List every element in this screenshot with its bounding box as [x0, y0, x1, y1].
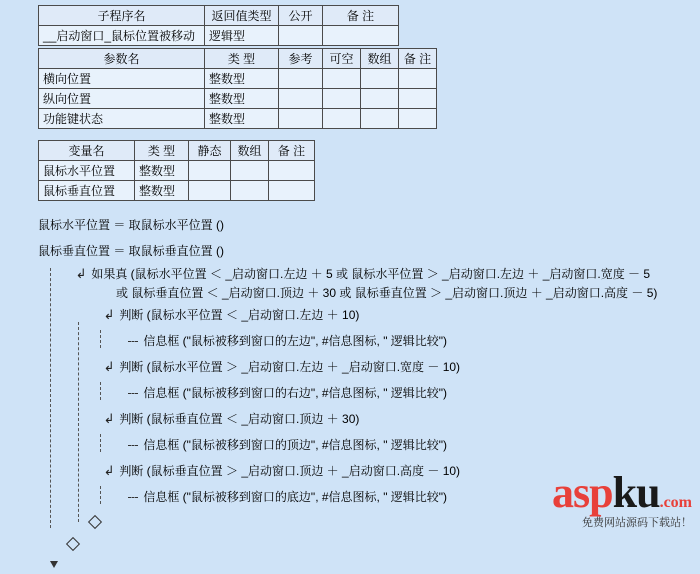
code-text: 判断 (鼠标垂直位置 ＜ _启动窗口.顶边 ＋ 30): [119, 412, 360, 426]
cell-remark[interactable]: [323, 26, 399, 46]
cell-param-remark[interactable]: [399, 69, 437, 89]
cell-var-name[interactable]: 鼠标水平位置: [39, 161, 135, 181]
watermark-asp-text: asp: [552, 468, 613, 517]
code-text: 信息框 ("鼠标被移到窗口的右边", #信息图标, " 逻辑比较"): [143, 386, 448, 400]
flow-connector-icon: [128, 445, 138, 446]
code-line-end-if[interactable]: [38, 532, 678, 554]
procedure-definition-table[interactable]: [38, 5, 399, 46]
cell-param-type[interactable]: 整数型: [205, 69, 279, 89]
flow-end-diamond-icon: [88, 515, 102, 529]
cell-param-nullable[interactable]: [323, 109, 361, 129]
flow-branch-icon: ↳: [75, 266, 87, 281]
code-text: 信息框 ("鼠标被移到窗口的顶边", #信息图标, " 逻辑比较"): [143, 438, 448, 452]
flow-branch-icon: ↳: [103, 463, 115, 478]
code-line-flow-end[interactable]: [38, 554, 678, 574]
col-header-var-remark: 备 注: [269, 141, 315, 161]
cell-param-array[interactable]: [361, 109, 399, 129]
flow-connector-icon: [128, 341, 138, 342]
col-header-return-type: 返回值类型: [205, 6, 279, 26]
flow-connector-icon: [128, 497, 138, 498]
col-header-var-name: 变量名: [39, 141, 135, 161]
col-header-param-remark: 备 注: [399, 49, 437, 69]
cell-var-remark[interactable]: [269, 181, 315, 201]
col-header-proc-name: 子程序名: [39, 6, 205, 26]
table-row[interactable]: [39, 69, 437, 89]
col-header-remark: 备 注: [323, 6, 399, 26]
cell-param-ref[interactable]: [279, 69, 323, 89]
cell-var-type[interactable]: 整数型: [135, 181, 189, 201]
cell-param-name[interactable]: 纵向位置: [39, 89, 205, 109]
cell-param-remark[interactable]: [399, 109, 437, 129]
table-row[interactable]: [39, 161, 315, 181]
col-header-param-name: 参数名: [39, 49, 205, 69]
cell-var-array[interactable]: [231, 181, 269, 201]
cell-public[interactable]: [279, 26, 323, 46]
col-header-param-type: 类 型: [205, 49, 279, 69]
cell-param-name[interactable]: 横向位置: [39, 69, 205, 89]
watermark-subtitle: 免费网站源码下载站！: [582, 517, 692, 529]
cell-param-array[interactable]: [361, 69, 399, 89]
table-row[interactable]: [39, 6, 399, 26]
table-row[interactable]: [39, 89, 437, 109]
col-header-param-array: 数组: [361, 49, 399, 69]
code-text: 判断 (鼠标水平位置 ＞ _启动窗口.左边 ＋ _启动窗口.宽度 － 10): [119, 360, 461, 374]
flow-guide-branch-1: [100, 330, 101, 348]
flow-guide-inner: [78, 322, 79, 522]
code-text: 或 鼠标垂直位置 ＜ _启动窗口.顶边 ＋ 30 或 鼠标垂直位置 ＞ _启动窗口.顶边 ＋ _启动窗口.高度 － 5): [116, 286, 658, 300]
code-line-assign-y[interactable]: [38, 238, 678, 264]
col-header-var-static: 静态: [189, 141, 231, 161]
code-line-if-true[interactable]: [38, 264, 678, 284]
cell-param-ref[interactable]: [279, 89, 323, 109]
code-line-judge-2[interactable]: [38, 354, 678, 380]
watermark-logo: [552, 468, 692, 517]
flow-guide-branch-2: [100, 382, 101, 400]
table-row[interactable]: [39, 181, 315, 201]
watermark-ku-text: ku: [612, 468, 660, 517]
code-line-if-true-cont[interactable]: [38, 284, 678, 302]
code-text: 信息框 ("鼠标被移到窗口的底边", #信息图标, " 逻辑比较"): [143, 490, 448, 504]
cell-var-array[interactable]: [231, 161, 269, 181]
cell-var-remark[interactable]: [269, 161, 315, 181]
table-row[interactable]: [39, 49, 437, 69]
col-header-var-type: 类 型: [135, 141, 189, 161]
watermark: [552, 468, 692, 529]
code-line-judge-3[interactable]: [38, 406, 678, 432]
cell-var-static[interactable]: [189, 181, 231, 201]
code-text: 鼠标垂直位置 ＝ 取鼠标垂直位置 (): [38, 244, 224, 258]
flow-arrow-down-icon: [50, 561, 58, 568]
col-header-param-nullable: 可空: [323, 49, 361, 69]
code-line-msgbox-3[interactable]: [38, 432, 678, 458]
code-line-msgbox-2[interactable]: [38, 380, 678, 406]
flow-guide-outer: [50, 268, 51, 528]
cell-param-type[interactable]: 整数型: [205, 109, 279, 129]
code-text: 如果真 (鼠标水平位置 ＜ _启动窗口.左边 ＋ 5 或 鼠标水平位置 ＞ _启动窗口.左边 ＋ _启动窗口.宽度 － 5: [91, 267, 651, 281]
cell-param-array[interactable]: [361, 89, 399, 109]
code-text: 信息框 ("鼠标被移到窗口的左边", #信息图标, " 逻辑比较"): [143, 334, 448, 348]
cell-param-remark[interactable]: [399, 89, 437, 109]
cell-param-nullable[interactable]: [323, 89, 361, 109]
cell-var-name[interactable]: 鼠标垂直位置: [39, 181, 135, 201]
col-header-var-array: 数组: [231, 141, 269, 161]
flow-connector-icon: [128, 393, 138, 394]
parameter-table[interactable]: [38, 48, 437, 129]
code-text: 判断 (鼠标垂直位置 ＞ _启动窗口.顶边 ＋ _启动窗口.高度 － 10): [119, 464, 461, 478]
flow-branch-icon: ↳: [103, 411, 115, 426]
col-header-param-ref: 参考: [279, 49, 323, 69]
code-text: 判断 (鼠标水平位置 ＜ _启动窗口.左边 ＋ 10): [119, 308, 360, 322]
cell-param-name[interactable]: 功能键状态: [39, 109, 205, 129]
code-line-judge-1[interactable]: [38, 302, 678, 328]
table-row[interactable]: [39, 109, 437, 129]
table-row[interactable]: [39, 141, 315, 161]
flow-branch-icon: ↳: [103, 359, 115, 374]
cell-param-ref[interactable]: [279, 109, 323, 129]
code-text: 鼠标水平位置 ＝ 取鼠标水平位置 (): [38, 218, 224, 232]
local-variable-table[interactable]: [38, 140, 315, 201]
col-header-public: 公开: [279, 6, 323, 26]
flow-guide-branch-3: [100, 434, 101, 452]
cell-var-type[interactable]: 整数型: [135, 161, 189, 181]
cell-proc-name[interactable]: __启动窗口_鼠标位置被移动: [39, 26, 205, 46]
code-line-assign-x[interactable]: [38, 212, 678, 238]
cell-param-nullable[interactable]: [323, 69, 361, 89]
cell-var-static[interactable]: [189, 161, 231, 181]
cell-param-type[interactable]: 整数型: [205, 89, 279, 109]
table-row[interactable]: [39, 26, 399, 46]
flow-end-diamond-icon: [66, 537, 80, 551]
flow-branch-icon: ↳: [103, 307, 115, 322]
cell-return-type[interactable]: 逻辑型: [205, 26, 279, 46]
code-line-msgbox-1[interactable]: [38, 328, 678, 354]
flow-guide-branch-4: [100, 486, 101, 504]
watermark-dotcom-text: .com: [659, 494, 692, 511]
